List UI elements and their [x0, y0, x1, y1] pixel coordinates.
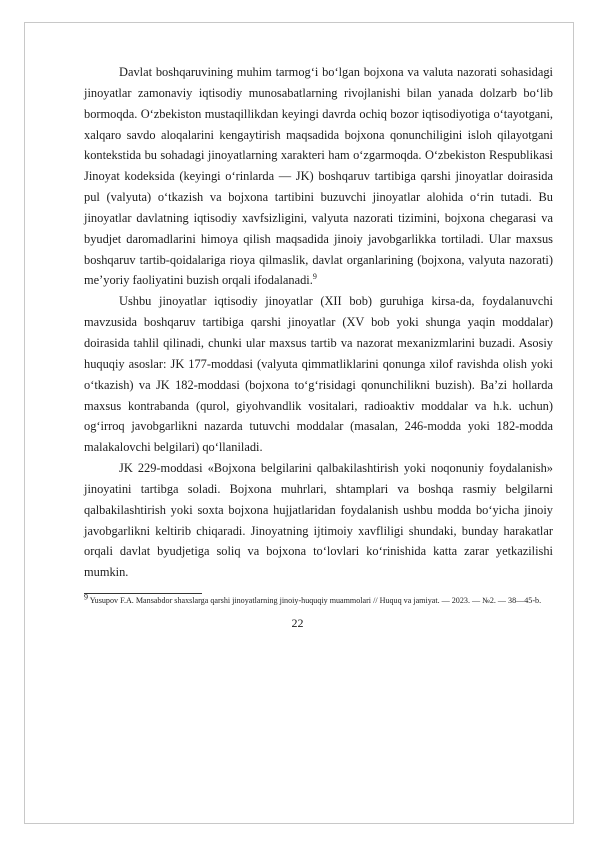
footnote-text: Yusupov F.A. Mansabdor shaxslarga qarshi jinoyatlarning jinoiy-huquqiy muammolari // Huquq va jamiyat. — 2023. — №2. — 38—45-b.	[89, 596, 542, 605]
paragraph-2	[84, 291, 553, 458]
paragraph-1-text: Davlat boshqaruvining muhim tarmog‘i bo‘lgan bojxona va valuta nazorati sohasidagi jinoyatlar zamonaviy iqtisodiy munosabatlarning rivojlanishi bilan yanada dolzarb bo‘lib bormoqda. O‘zbekiston mustaqillikdan keyingi davrda ochiq bozor iqtisodiyotiga o‘tayotgani, xalqaro savdo aloqalarini kengaytirish maqsadida bojxona qonunchiligini isloh qilayotgani kontekstida bu sohadagi jinoyatlarning xarakteri ham o‘zgarmoqda. O‘zbekiston Respublikasi Jinoyat kodeksida (keyingi o‘rinlarda — JK) boshqaruv tartibiga qarshi jinoyatlar doirasida pul (valyuta) o‘tkazish va bojxona tartibini buzuvchi jinoyatlar alohida o‘rin tutadi. Bu jinoyatlar davlatning iqtisodiy xavfsizligini, valyuta nazorati tizimini, bojxona chegarasi va byudjet daromadlarini himoya qilish maqsadida jinoiy javobgarlikka tortiladi. Ular maxsus boshqaruv tartib-qoidalariga rioya qilmaslik, davlat organlarining (bojxona, valyuta nazorati) me’yoriy faoliyatini buzish orqali ifodalanadi.	[84, 65, 553, 288]
footnote	[84, 592, 544, 606]
paragraph-3-text: JK 229-moddasi «Bojxona belgilarini qalbakilashtirish yoki noqonuniy foydalanish» jinoyatini tartibga soladi. Bojxona muhrlari, shtamplari va boshqa rasmiy belgilarni qalbakilashtirish yoki soxta bojxona hujjatlaridan foydalanish ushbu modda bo‘yicha jinoiy javobgarlikni keltirib chiqaradi. Jinoyatning ijtimoiy xavfliligi shundaki, bunday harakatlar orqali davlat byudjetiga soliq va bojxona to‘lovlari ko‘rinishida katta zarar yetkazilishi mumkin.	[84, 461, 553, 580]
page-number: 22	[291, 616, 304, 630]
footnote-separator	[84, 593, 202, 594]
paragraph-2-text: Ushbu jinoyatlar iqtisodiy jinoyatlar (XII bob) guruhiga kirsa-da, foydalanuvchi mavzusida boshqaruv tartibiga qarshi jinoyatlar (XV bob yoki shunga yaqin moddalar) doirasida tahlil qilinadi, chunki ular maxsus tartib va nazorat mexanizmlarini buzadi. Asosiy huquqiy asoslar: JK 177-moddasi (valyuta qimmatliklarini qonunga xilof ravishda olish yoki o‘tkazish) va JK 182-moddasi (bojxona to‘g‘risidagi qonunchilikni buzish). Ba’zi hollarda maxsus kontrabanda (qurol, giyohvandlik vositalari, radioaktiv moddalar va h.k. uchun) og‘irroq javobgarlikni nazarda tutuvchi moddalar (masalan, 246-modda yoki 182-modda malakalovchi belgilari) qo‘llaniladi.	[84, 294, 553, 455]
footnote-ref-9[interactable]: 9	[312, 272, 317, 282]
footnote-number: 9	[84, 592, 88, 602]
paragraph-1	[84, 62, 553, 291]
body-text	[84, 62, 553, 583]
paragraph-3	[84, 458, 553, 583]
